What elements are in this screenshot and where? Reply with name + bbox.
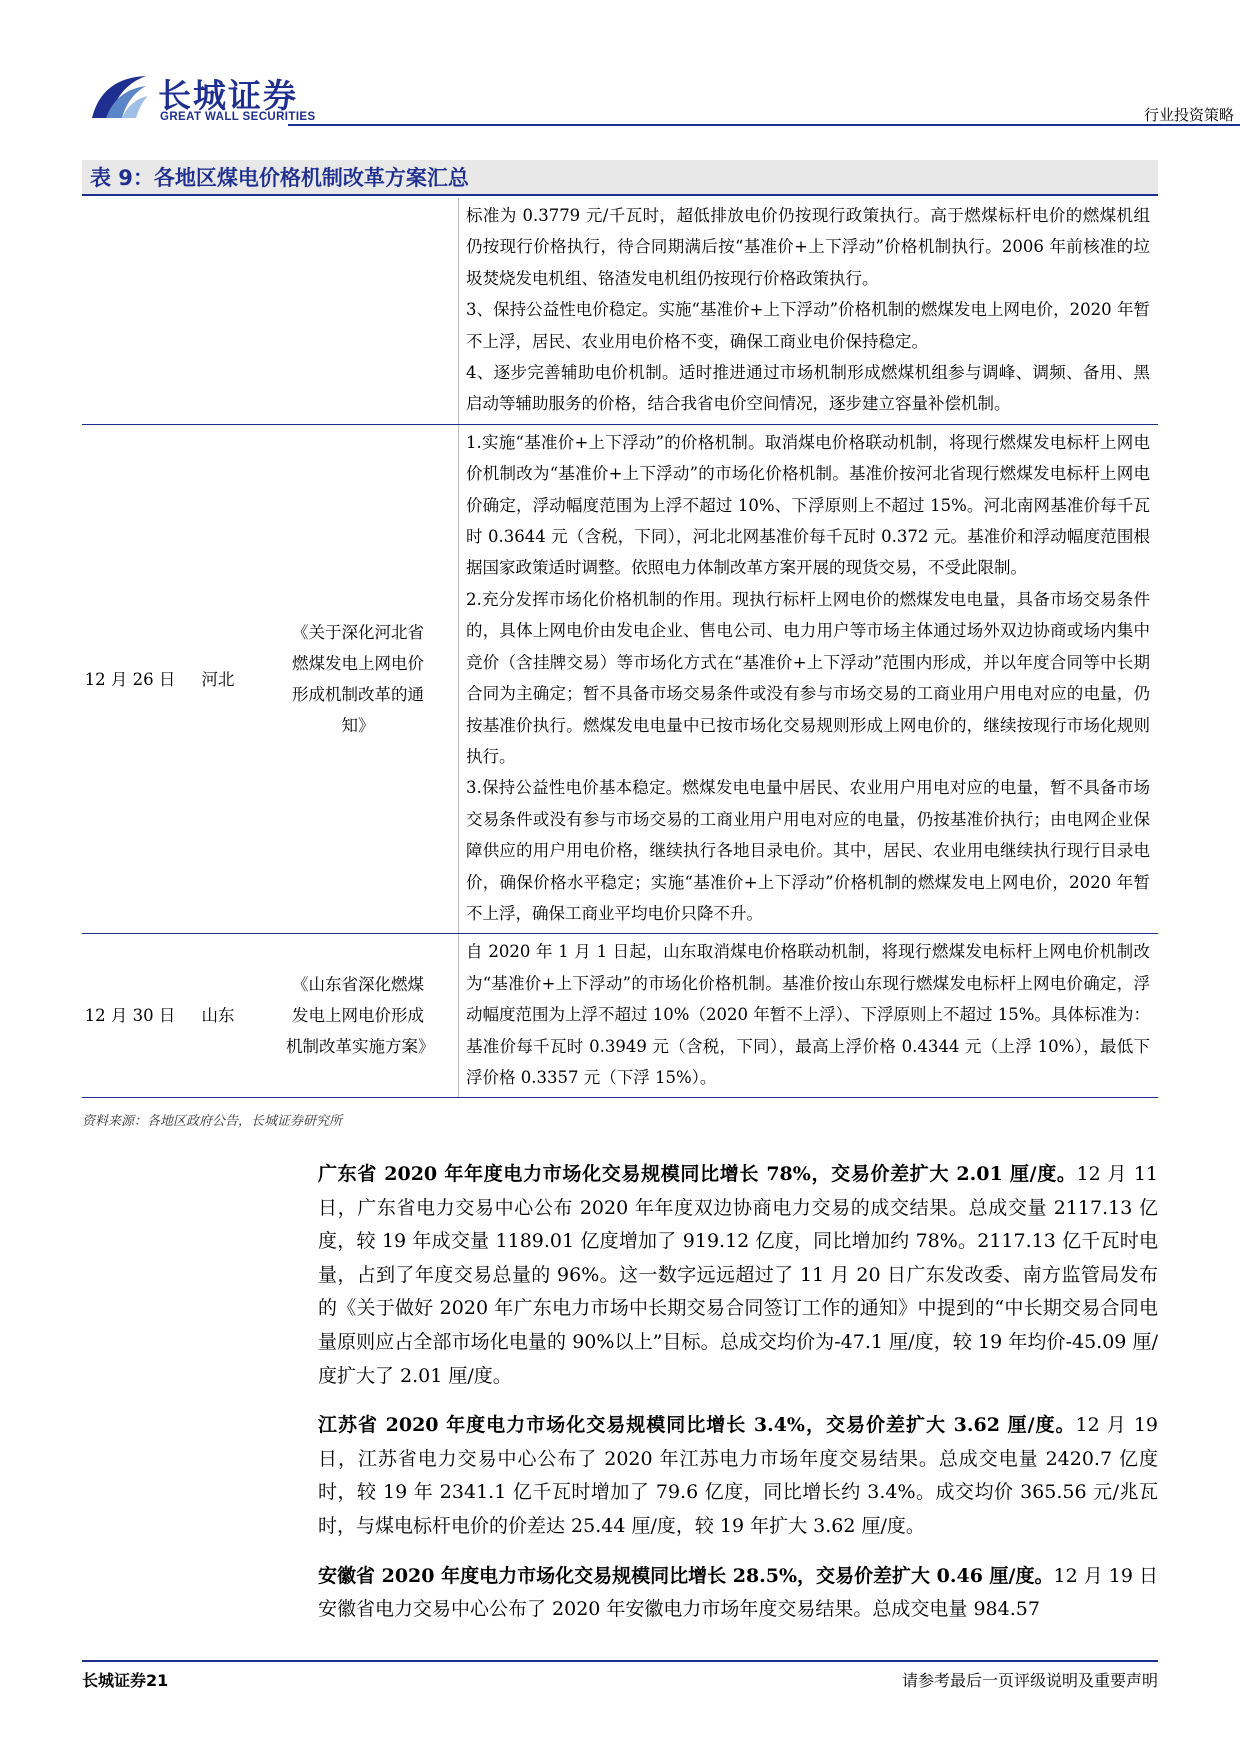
paragraph-jiangsu [318,1409,1158,1543]
table-row [82,425,1158,935]
footer-page-label: 长城证券21 [82,1671,169,1690]
column-divider [458,425,459,934]
content-paragraph: 自 2020 年 1 月 1 日起，山东取消煤电价格联动机制，将现行燃煤发电标杆上网电价机制改为“基准价+上下浮动”的市场化价格机制。基准价按山东现行燃煤发电标杆上网电价确定，浮动幅度范围为上浮不超过 10%（2020 年暂不上浮）、下浮原则上不超过 15%。具体标准为：基准价每千瓦时 0.3949 元（含税，下同），最高上浮价格 0.4344 元（上浮 10%），最低下浮价格 0.3357 元（下浮 15%）。 [466,942,1150,1087]
logo-chinese-name: 长城证券 [158,76,298,115]
footer-disclaimer: 请参考最后一页评级说明及重要声明 [901,1671,1158,1690]
column-divider [458,198,459,424]
header-rule [288,124,1240,126]
content-paragraph: 3.保持公益性电价基本稳定。燃煤发电电量中居民、农业用户用电对应的电量，暂不具备市场交易条件或没有参与市场交易的工商业用户用电对应的电量，仍按基准价执行；由电网企业保障供应的用户用电价格，继续执行各地目录电价。其中，居民、农业用电继续执行现行目录电价，确保价格水平稳定；实施“基准价+上下浮动”价格机制的燃煤发电上网电价，2020 年暂不上浮，确保工商业平均电价只降不升。 [466,778,1150,923]
table-caption [82,160,1158,196]
paragraph-lead: 安徽省 2020 年度电力市场化交易规模同比增长 28.5%，交易价差扩大 0.46 厘/度。 [318,1564,1054,1587]
table-cell-document: 《山东省深化燃煤发电上网电价形成机制改革实施方案》 [286,975,435,1057]
table-cell-content [458,198,1158,424]
content-paragraph: 3、保持公益性电价稳定。实施“基准价+上下浮动”价格机制的燃煤发电上网电价，2020 年暂不上浮，居民、农业用电价格不变，确保工商业电价保持稳定。 [466,300,1150,351]
table-row [82,934,1158,1098]
table-cell-region: 山东 [201,1006,235,1026]
table-cell-date: 12 月 26 日 [84,669,176,689]
paragraph-anhui [318,1560,1158,1627]
report-section-label: 行业投资策略 [1143,106,1234,124]
paragraph-text: 12 月 19 日安徽省电力交易中心公布了 2020 年安徽电力市场年度交易结果。总成交电量 984.57 [318,1564,1158,1621]
content-paragraph: 标准为 0.3779 元/千瓦时，超低排放电价仍按现行政策执行。高于燃煤标杆电价的燃煤机组仍按现行价格执行，待合同期满后按“基准价+上下浮动”价格机制执行。2006 年前核准的垃圾焚烧发电机组、铬渣发电机组仍按现行价格政策执行。 [466,206,1150,288]
table-caption-text: 表 9：各地区煤电价格机制改革方案汇总 [90,166,469,190]
table-source-note: 资料来源：各地区政府公告，长城证券研究所 [82,1114,343,1129]
logo [88,66,418,126]
reform-table [82,198,1158,1098]
great-wall-logo-icon [88,72,150,122]
column-divider [458,934,459,1097]
paragraph-text: 12 月 19 日，江苏省电力交易中心公布了 2020 年江苏电力市场年度交易结果。总成交电量 2420.7 亿度时，较 19 年 2341.1 亿千瓦时增加了 79.6 亿度，同比增长约 3.4%。成交均价 365.56 元/兆瓦时，与煤电标杆电价的价差达 25.44 厘/度，较 19 年扩大 3.62 厘/度。 [318,1414,1159,1537]
footer-rule [82,1660,1158,1662]
body-text [318,1158,1158,1643]
table-cell-region: 河北 [201,669,235,689]
table-cell-content [458,934,1158,1097]
content-paragraph: 2.充分发挥市场化价格机制的作用。现执行标杆上网电价的燃煤发电电量，具备市场交易条件的，具体上网电价由发电企业、售电公司、电力用户等市场主体通过场外双边协商或场内集中竞价（含挂牌交易）等市场化方式在“基准价+上下浮动”范围内形成，并以年度合同等中长期合同为主确定；暂不具备市场交易条件或没有参与市场交易的工商业用户用电对应的电量，仍按基准价执行。燃煤发电电量中已按市场化交易规则形成上网电价的，继续按现行市场化规则执行。 [466,589,1150,766]
paragraph-lead: 广东省 2020 年年度电力市场化交易规模同比增长 78%，交易价差扩大 2.01 厘/度。 [318,1163,1077,1185]
paragraph-lead: 江苏省 2020 年度电力市场化交易规模同比增长 3.4%，交易价差扩大 3.62 厘/度。 [318,1414,1076,1437]
logo-english-name: GREAT WALL SECURITIES [160,111,316,123]
content-paragraph: 4、逐步完善辅助电价机制。适时推进通过市场机制形成燃煤机组参与调峰、调频、备用、黑启动等辅助服务的价格，结合我省电价空间情况，逐步建立容量补偿机制。 [466,363,1150,414]
table-cell-date: 12 月 30 日 [84,1006,176,1026]
table-cell-content [458,425,1158,934]
table-row [82,198,1158,425]
table-cell-document: 《关于深化河北省燃煤发电上网电价形成机制改革的通知》 [292,623,424,736]
paragraph-text: 12 月 11 日，广东省电力交易中心公布 2020 年年度双边协商电力交易的成交结果。总成交量 2117.13 亿度，较 19 年成交量 1189.01 亿度增加了 919.12 亿度，同比增加约 78%。2117.13 亿千瓦时电量，占到了年度交易总量的 96%。这一数字远远超过了 11 月 20 日广东发改委、南方监管局发布的《关于做好 2020 年广东电力市场中长期交易合同签订工作的通知》中提到的“中长期交易合同电量原则应占全部市场化电量的 90%以上”目标。总成交均价为-47.1 厘/度，较 19 年均价-45.09 厘/度扩大了 2.01 厘/度。 [318,1163,1159,1387]
content-paragraph: 1.实施“基准价+上下浮动”的价格机制。取消煤电价格联动机制，将现行燃煤发电标杆上网电价机制改为“基准价+上下浮动”的市场化价格机制。基准价按河北省现行燃煤发电标杆上网电价确定，浮动幅度范围为上浮不超过 10%、下浮原则上不超过 15%。河北南网基准价每千瓦时 0.3644 元（含税，下同），河北北网基准价每千瓦时 0.372 元。基准价和浮动幅度范围根据国家政策适时调整。依照电力体制改革方案开展的现货交易，不受此限制。 [466,432,1150,578]
paragraph-guangdong [318,1158,1158,1393]
page-header [88,66,1234,136]
